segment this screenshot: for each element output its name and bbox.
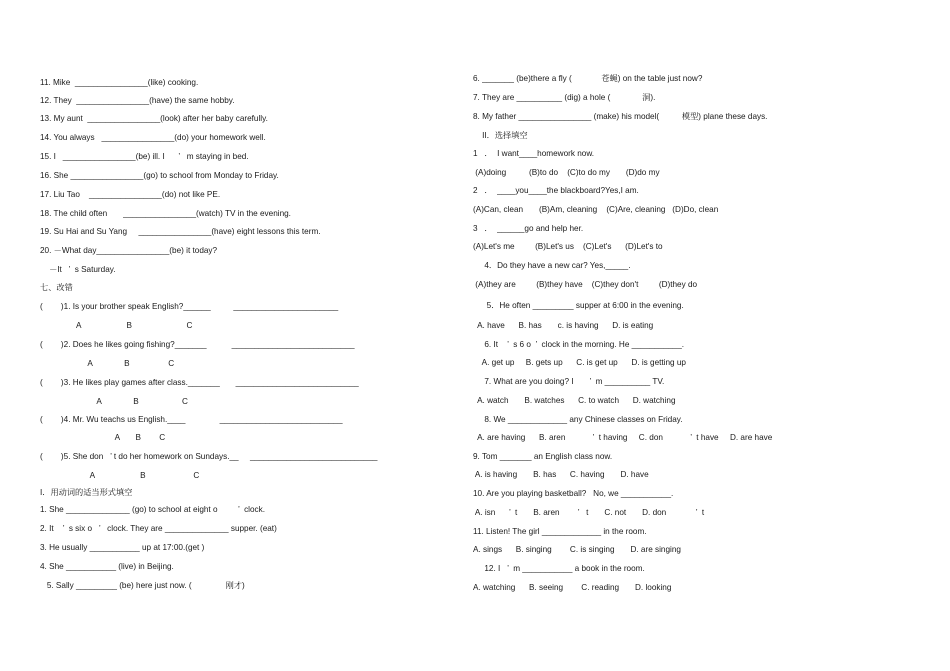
right-line-9: 3 ． ______go and help her. (473, 224, 584, 233)
right-line-7: 2 ． ____you____the blackboard?Yes,I am. (473, 186, 639, 195)
left-line-14: A B C (40, 321, 193, 330)
right-line-16: A. get up B. gets up C. is get up D. is getting up (473, 358, 686, 367)
right-line-21: 9. Tom _______ an English class now. (473, 452, 613, 461)
left-line-9: 19. Su Hai and Su Yang ________________(have) eight lessons this term. (40, 227, 321, 236)
left-line-23: I．用动词的适当形式填空 (40, 488, 133, 497)
right-line-11: 4．Do they have a new car? Yes,_____. (473, 261, 631, 270)
left-line-27: 4. She ___________ (live) in Beijing. (40, 562, 174, 571)
left-line-22: A B C (40, 471, 200, 480)
right-line-1: 6. _______ (be)there a fly ( 苍蝇) on the table just now? (473, 74, 703, 83)
right-line-25: 11. Listen! The girl _____________ in the room. (473, 527, 647, 536)
left-line-20: A B C (40, 433, 166, 442)
right-line-12: (A)they are (B)they have (C)they don't (D)they do (473, 280, 698, 289)
right-line-8: (A)Can, clean (B)Am, cleaning (C)Are, cleaning (D)Do, clean (473, 205, 719, 214)
right-line-26: A. sings B. singing C. is singing D. are singing (473, 545, 681, 554)
left-line-8: 18. The child often ________________(watch) TV in the evening. (40, 209, 291, 218)
left-line-15: ( )2. Does he likes going fishing?_______ ___________________________ (40, 340, 355, 349)
left-line-19: ( )4. Mr. Wu teachs us English.____ ___________________________ (40, 415, 343, 424)
right-line-27: 12. I ’ m ___________ a book in the room. (473, 564, 645, 573)
right-line-18: A. watch B. watches C. to watch D. watching (473, 396, 676, 405)
left-line-28: 5. Sally _________ (be) here just now. ( 刚才) (40, 581, 245, 590)
left-line-24: 1. She ______________ (go) to school at eight o ’ clock. (40, 505, 265, 514)
right-line-13: 5．He often _________ supper at 6:00 in the evening. (473, 301, 684, 310)
left-line-1: 11. Mike ________________(like) cooking. (40, 78, 199, 87)
right-line-24: A. isn ’ t B. aren ’ t C. not D. don ’ t (473, 508, 705, 517)
left-line-2: 12. They ________________(have) the same hobby. (40, 96, 235, 105)
right-line-23: 10. Are you playing basketball? No, we ___________. (473, 489, 674, 498)
left-line-5: 15. I ________________(be) ill. I ’ m staying in bed. (40, 152, 249, 161)
left-line-25: 2. It ’ s six o ’ clock. They are ______________ supper. (eat) (40, 524, 277, 533)
right-line-10: (A)Let's me (B)Let's us (C)Let's (D)Let's to (473, 242, 663, 251)
left-line-3: 13. My aunt ________________(look) after her baby carefully. (40, 114, 268, 123)
right-line-19: 8. We _____________ any Chinese classes on Friday. (473, 415, 683, 424)
right-line-5: 1 ． I want____homework now. (473, 149, 595, 158)
right-line-17: 7. What are you doing? I ’ m __________ TV. (473, 377, 665, 386)
left-line-26: 3. He usually ___________ up at 17:00.(get ) (40, 543, 205, 552)
left-line-18: A B C (40, 397, 188, 406)
right-line-22: A. is having B. has C. having D. have (473, 470, 649, 479)
right-line-6: (A)doing (B)to do (C)to do my (D)do my (473, 168, 660, 177)
left-line-7: 17. Liu Tao ________________(do) not like PE. (40, 190, 221, 199)
right-line-20: A. are having B. aren ’ t having C. don ’ t have D. are have (473, 433, 773, 442)
left-line-21: ( )5. She don ’ t do her homework on Sundays.__ ____________________________ (40, 452, 378, 461)
right-line-14: A. have B. has c. is having D. is eating (473, 321, 654, 330)
right-line-15: 6. It ’ s 6 o ’ clock in the morning. He ___________. (473, 340, 685, 349)
right-line-3: 8. My father ________________ (make) his model( 模型) plane these days. (473, 112, 768, 121)
left-line-6: 16. She ________________(go) to school from Monday to Friday. (40, 171, 279, 180)
left-line-17: ( )3. He likes play games after class._______ ___________________________ (40, 378, 359, 387)
left-line-11: －It ’ s Saturday. (40, 265, 116, 274)
left-line-13: ( )1. Is your brother speak English?______ _______________________ (40, 302, 339, 311)
left-line-4: 14. You always ________________(do) your homework well. (40, 133, 266, 142)
left-line-10: 20. －What day________________(be) it today? (40, 246, 218, 255)
right-line-2: 7. They are __________ (dig) a hole ( 洞). (473, 93, 656, 102)
right-line-4: II．选择填空 (473, 131, 528, 140)
right-line-28: A. watching B. seeing C. reading D. looking (473, 583, 672, 592)
left-line-16: A B C (40, 359, 175, 368)
left-line-12: 七、改错 (40, 283, 73, 292)
